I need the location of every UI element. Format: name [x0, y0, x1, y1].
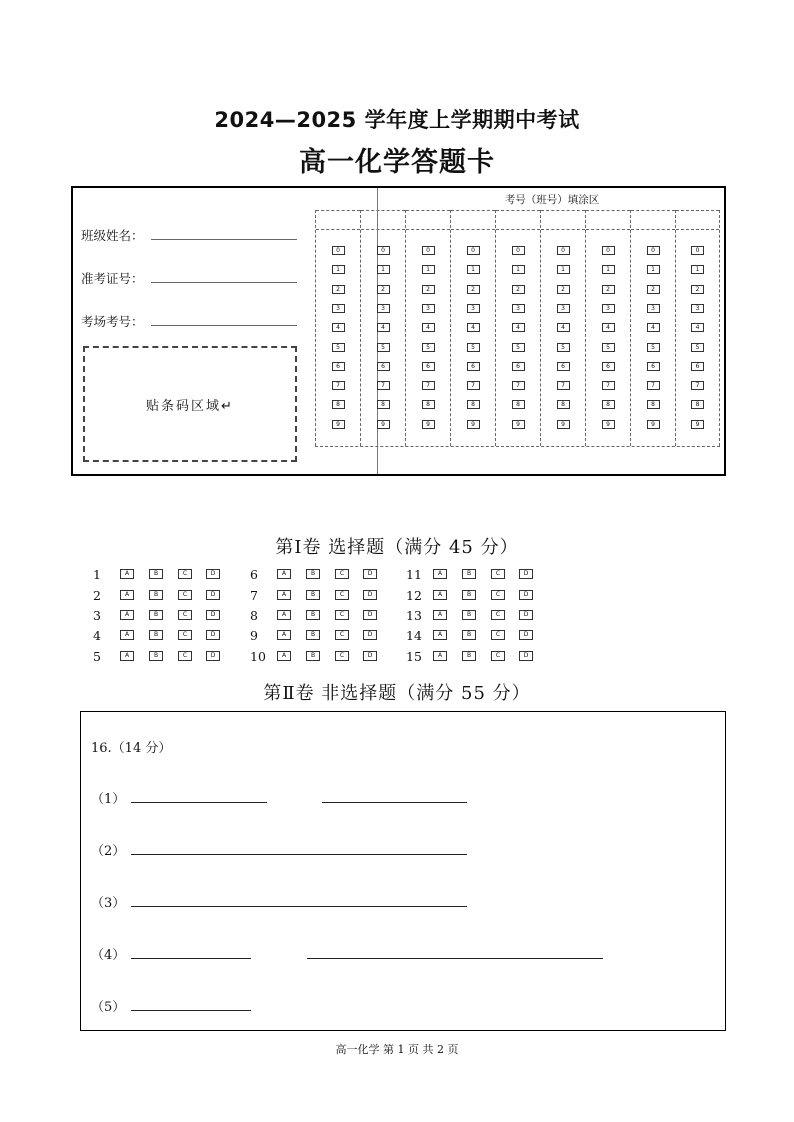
exam-number-write-cell[interactable]	[451, 210, 495, 230]
choice-question-row	[93, 651, 233, 665]
question-number: 15	[406, 649, 422, 664]
part-5-answer-line[interactable]	[131, 1010, 251, 1011]
digit-bubble[interactable]: 2	[512, 285, 525, 294]
question-number: 6	[250, 567, 258, 582]
barcode-area-label: 贴条码区域↵	[146, 398, 234, 414]
question-number: 13	[406, 608, 422, 623]
exam-number-column	[360, 210, 405, 446]
digit-bubble[interactable]: 2	[691, 285, 704, 294]
choice-question-row	[93, 630, 233, 644]
digit-bubble[interactable]: 0	[467, 246, 480, 255]
choice-question-row	[250, 630, 390, 644]
digit-bubble[interactable]: 9	[691, 420, 704, 429]
option-bubble[interactable]: C	[335, 569, 349, 579]
question-16-header: 16.（14 分）	[91, 741, 172, 756]
option-bubble[interactable]: A	[120, 569, 134, 579]
option-bubble[interactable]: B	[149, 610, 163, 620]
choice-question-row	[406, 610, 546, 624]
digit-bubble[interactable]: 4	[422, 323, 435, 332]
part-1-label: （1）	[91, 792, 126, 807]
exam-number-grid	[315, 210, 720, 446]
option-bubble[interactable]: D	[206, 569, 220, 579]
digit-bubble[interactable]: 2	[602, 285, 615, 294]
digit-bubble[interactable]: 0	[377, 246, 390, 255]
option-bubble[interactable]: B	[462, 569, 476, 579]
exam-number-column	[405, 210, 450, 446]
digit-bubble[interactable]: 6	[332, 362, 345, 371]
student-info-panel	[71, 186, 726, 476]
digit-bubble[interactable]: 7	[691, 381, 704, 390]
option-bubble[interactable]: C	[335, 590, 349, 600]
digit-bubble[interactable]: 6	[691, 362, 704, 371]
digit-bubble[interactable]: 9	[422, 420, 435, 429]
digit-bubble[interactable]: 6	[377, 362, 390, 371]
digit-bubble[interactable]: 5	[647, 343, 660, 352]
digit-bubble[interactable]: 7	[422, 381, 435, 390]
exam-number-write-cell[interactable]	[631, 210, 675, 230]
choice-question-row	[93, 610, 233, 624]
digit-bubble[interactable]: 8	[557, 400, 570, 409]
digit-bubble[interactable]: 6	[647, 362, 660, 371]
digit-bubble[interactable]: 4	[377, 323, 390, 332]
part-1-answer-line-b[interactable]	[322, 802, 467, 803]
digit-bubble[interactable]: 8	[377, 400, 390, 409]
exam-number-column	[630, 210, 675, 446]
choice-question-row	[93, 590, 233, 604]
digit-bubble[interactable]: 0	[647, 246, 660, 255]
digit-bubble[interactable]: 5	[467, 343, 480, 352]
digit-bubble[interactable]: 7	[467, 381, 480, 390]
option-bubble[interactable]: A	[277, 630, 291, 640]
digit-bubble[interactable]: 3	[602, 304, 615, 313]
digit-bubble[interactable]: 9	[557, 420, 570, 429]
digit-bubble[interactable]: 3	[512, 304, 525, 313]
option-bubble[interactable]: A	[433, 610, 447, 620]
option-bubble[interactable]: C	[178, 651, 192, 661]
digit-bubble[interactable]: 4	[332, 323, 345, 332]
digit-bubble[interactable]: 0	[332, 246, 345, 255]
digit-bubble[interactable]: 7	[512, 381, 525, 390]
part-4-answer-line-b[interactable]	[307, 958, 603, 959]
option-bubble[interactable]: A	[277, 590, 291, 600]
question-number: 14	[406, 628, 422, 643]
option-bubble[interactable]: D	[206, 590, 220, 600]
part-1-answer-line-a[interactable]	[131, 802, 267, 803]
digit-bubble[interactable]: 3	[647, 304, 660, 313]
option-bubble[interactable]: A	[433, 590, 447, 600]
option-bubble[interactable]: D	[519, 651, 533, 661]
digit-bubble[interactable]: 3	[422, 304, 435, 313]
part-4-answer-line-a[interactable]	[131, 958, 251, 959]
exam-number-write-cell[interactable]	[676, 210, 719, 230]
digit-bubble[interactable]: 8	[422, 400, 435, 409]
digit-bubble[interactable]: 2	[332, 285, 345, 294]
option-bubble[interactable]: C	[335, 630, 349, 640]
option-bubble[interactable]: D	[519, 569, 533, 579]
option-bubble[interactable]: B	[149, 630, 163, 640]
digit-bubble[interactable]: 0	[602, 246, 615, 255]
option-bubble[interactable]: C	[491, 569, 505, 579]
option-bubble[interactable]: D	[206, 610, 220, 620]
part-3-answer-line[interactable]	[131, 906, 467, 907]
option-bubble[interactable]: A	[277, 569, 291, 579]
exam-number-column	[315, 210, 360, 446]
digit-bubble[interactable]: 6	[467, 362, 480, 371]
class-name-label: 班级姓名：	[81, 228, 144, 243]
part-2-label: （2）	[91, 844, 126, 859]
option-bubble[interactable]: B	[462, 610, 476, 620]
option-bubble[interactable]: B	[149, 569, 163, 579]
digit-bubble[interactable]: 3	[557, 304, 570, 313]
digit-bubble[interactable]: 2	[467, 285, 480, 294]
option-bubble[interactable]: B	[462, 651, 476, 661]
digit-bubble[interactable]: 6	[602, 362, 615, 371]
option-bubble[interactable]: D	[363, 590, 377, 600]
digit-bubble[interactable]: 4	[647, 323, 660, 332]
option-bubble[interactable]: C	[335, 610, 349, 620]
digit-bubble[interactable]: 6	[512, 362, 525, 371]
digit-bubble[interactable]: 9	[332, 420, 345, 429]
exam-number-column	[675, 210, 720, 446]
exam-number-column	[585, 210, 630, 446]
option-bubble[interactable]: B	[306, 569, 320, 579]
digit-bubble[interactable]: 0	[422, 246, 435, 255]
option-bubble[interactable]: D	[519, 590, 533, 600]
option-bubble[interactable]: B	[306, 590, 320, 600]
choice-question-row	[93, 569, 233, 583]
digit-bubble[interactable]: 6	[422, 362, 435, 371]
digit-bubble[interactable]: 8	[691, 400, 704, 409]
question-number: 8	[250, 608, 258, 623]
option-bubble[interactable]: D	[206, 630, 220, 640]
digit-bubble[interactable]: 8	[512, 400, 525, 409]
digit-bubble[interactable]: 5	[377, 343, 390, 352]
question-number: 1	[93, 567, 101, 582]
exam-number-column	[450, 210, 495, 446]
digit-bubble[interactable]: 2	[557, 285, 570, 294]
digit-bubble[interactable]: 8	[332, 400, 345, 409]
digit-bubble[interactable]: 2	[647, 285, 660, 294]
digit-bubble[interactable]: 1	[557, 265, 570, 274]
question-number: 3	[93, 608, 101, 623]
exam-number-write-cell[interactable]	[406, 210, 450, 230]
part-4-label: （4）	[91, 948, 126, 963]
option-bubble[interactable]: C	[178, 569, 192, 579]
choice-question-row	[406, 630, 546, 644]
part-2-answer-line[interactable]	[131, 854, 467, 855]
digit-bubble[interactable]: 4	[467, 323, 480, 332]
option-bubble[interactable]: B	[306, 630, 320, 640]
option-bubble[interactable]: A	[277, 651, 291, 661]
exam-number-write-cell[interactable]	[361, 210, 405, 230]
option-bubble[interactable]: B	[149, 651, 163, 661]
digit-bubble[interactable]: 0	[512, 246, 525, 255]
option-bubble[interactable]: C	[178, 590, 192, 600]
option-bubble[interactable]: A	[120, 590, 134, 600]
question-number: 10	[250, 649, 266, 664]
digit-bubble[interactable]: 1	[422, 265, 435, 274]
choice-question-row	[250, 569, 390, 583]
digit-bubble[interactable]: 5	[332, 343, 345, 352]
part-3-label: （3）	[91, 896, 126, 911]
option-bubble[interactable]: A	[277, 610, 291, 620]
digit-bubble[interactable]: 1	[512, 265, 525, 274]
choice-question-row	[406, 569, 546, 583]
option-bubble[interactable]: D	[519, 610, 533, 620]
option-bubble[interactable]: D	[363, 610, 377, 620]
option-bubble[interactable]: D	[206, 651, 220, 661]
digit-bubble[interactable]: 0	[557, 246, 570, 255]
option-bubble[interactable]: B	[149, 590, 163, 600]
exam-number-column	[495, 210, 540, 446]
exam-number-column	[540, 210, 585, 446]
option-bubble[interactable]: C	[491, 610, 505, 620]
exam-number-area-title: 考号（班号）填涂区	[504, 194, 600, 206]
digit-bubble[interactable]: 5	[602, 343, 615, 352]
question-number: 9	[250, 628, 258, 643]
exam-number-write-cell[interactable]	[586, 210, 630, 230]
digit-bubble[interactable]: 4	[557, 323, 570, 332]
digit-bubble[interactable]: 5	[512, 343, 525, 352]
grid-bottom-line	[315, 446, 720, 447]
digit-bubble[interactable]: 4	[602, 323, 615, 332]
exam-number-write-cell[interactable]	[316, 210, 360, 230]
digit-bubble[interactable]: 3	[467, 304, 480, 313]
digit-bubble[interactable]: 1	[691, 265, 704, 274]
digit-bubble[interactable]: 9	[602, 420, 615, 429]
option-bubble[interactable]: A	[433, 630, 447, 640]
digit-bubble[interactable]: 7	[647, 381, 660, 390]
exam-room-field[interactable]	[151, 325, 297, 326]
option-bubble[interactable]: D	[363, 630, 377, 640]
option-bubble[interactable]: C	[491, 630, 505, 640]
option-bubble[interactable]: B	[462, 590, 476, 600]
digit-bubble[interactable]: 4	[691, 323, 704, 332]
digit-bubble[interactable]: 1	[377, 265, 390, 274]
digit-bubble[interactable]: 7	[602, 381, 615, 390]
option-bubble[interactable]: A	[120, 630, 134, 640]
admission-number-field[interactable]	[151, 282, 297, 283]
choice-question-row	[250, 651, 390, 665]
digit-bubble[interactable]: 2	[422, 285, 435, 294]
question-number: 2	[93, 588, 101, 603]
option-bubble[interactable]: A	[120, 651, 134, 661]
digit-bubble[interactable]: 5	[422, 343, 435, 352]
digit-bubble[interactable]: 7	[377, 381, 390, 390]
digit-bubble[interactable]: 1	[467, 265, 480, 274]
digit-bubble[interactable]: 3	[377, 304, 390, 313]
class-name-field[interactable]	[151, 239, 297, 240]
option-bubble[interactable]: A	[433, 651, 447, 661]
digit-bubble[interactable]: 5	[557, 343, 570, 352]
question-number: 11	[406, 567, 422, 582]
option-bubble[interactable]: D	[363, 569, 377, 579]
option-bubble[interactable]: A	[433, 569, 447, 579]
digit-bubble[interactable]: 7	[557, 381, 570, 390]
exam-number-write-cell[interactable]	[496, 210, 540, 230]
digit-bubble[interactable]: 1	[647, 265, 660, 274]
digit-bubble[interactable]: 9	[467, 420, 480, 429]
option-bubble[interactable]: C	[178, 630, 192, 640]
option-bubble[interactable]: D	[363, 651, 377, 661]
digit-bubble[interactable]: 7	[332, 381, 345, 390]
digit-bubble[interactable]: 8	[467, 400, 480, 409]
option-bubble[interactable]: B	[306, 610, 320, 620]
digit-bubble[interactable]: 0	[691, 246, 704, 255]
digit-bubble[interactable]: 1	[602, 265, 615, 274]
digit-bubble[interactable]: 1	[332, 265, 345, 274]
digit-bubble[interactable]: 2	[377, 285, 390, 294]
question-number: 5	[93, 649, 101, 664]
question-number: 4	[93, 628, 101, 643]
option-bubble[interactable]: C	[335, 651, 349, 661]
digit-bubble[interactable]: 9	[647, 420, 660, 429]
choice-question-row	[250, 610, 390, 624]
choice-question-row	[406, 651, 546, 665]
option-bubble[interactable]: C	[491, 651, 505, 661]
digit-bubble[interactable]: 4	[512, 323, 525, 332]
digit-bubble[interactable]: 9	[512, 420, 525, 429]
part-5-label: （5）	[91, 1000, 126, 1015]
option-bubble[interactable]: B	[306, 651, 320, 661]
question-number: 7	[250, 588, 258, 603]
digit-bubble[interactable]: 3	[691, 304, 704, 313]
exam-title: 2024—2025 学年度上学期期中考试	[214, 108, 580, 132]
exam-room-label: 考场考号：	[81, 314, 144, 329]
nonchoice-section-title: 第Ⅱ卷 非选择题（满分 55 分）	[263, 683, 531, 704]
page-footer: 高一化学 第 1 页 共 2 页	[335, 1043, 459, 1056]
option-bubble[interactable]: D	[519, 630, 533, 640]
digit-bubble[interactable]: 9	[377, 420, 390, 429]
choice-section-title: 第Ⅰ卷 选择题（满分 45 分）	[275, 537, 519, 558]
barcode-area	[83, 346, 297, 462]
option-bubble[interactable]: C	[178, 610, 192, 620]
nonchoice-answer-box	[80, 711, 726, 1031]
choice-question-row	[250, 590, 390, 604]
digit-bubble[interactable]: 3	[332, 304, 345, 313]
question-number: 12	[406, 588, 422, 603]
digit-bubble[interactable]: 5	[691, 343, 704, 352]
admission-number-label: 准考证号：	[81, 271, 144, 286]
exam-number-write-cell[interactable]	[541, 210, 585, 230]
option-bubble[interactable]: A	[120, 610, 134, 620]
option-bubble[interactable]: C	[491, 590, 505, 600]
digit-bubble[interactable]: 6	[557, 362, 570, 371]
digit-bubble[interactable]: 8	[602, 400, 615, 409]
digit-bubble[interactable]: 8	[647, 400, 660, 409]
answer-sheet-title: 高一化学答题卡	[299, 147, 495, 178]
option-bubble[interactable]: B	[462, 630, 476, 640]
choice-question-row	[406, 590, 546, 604]
